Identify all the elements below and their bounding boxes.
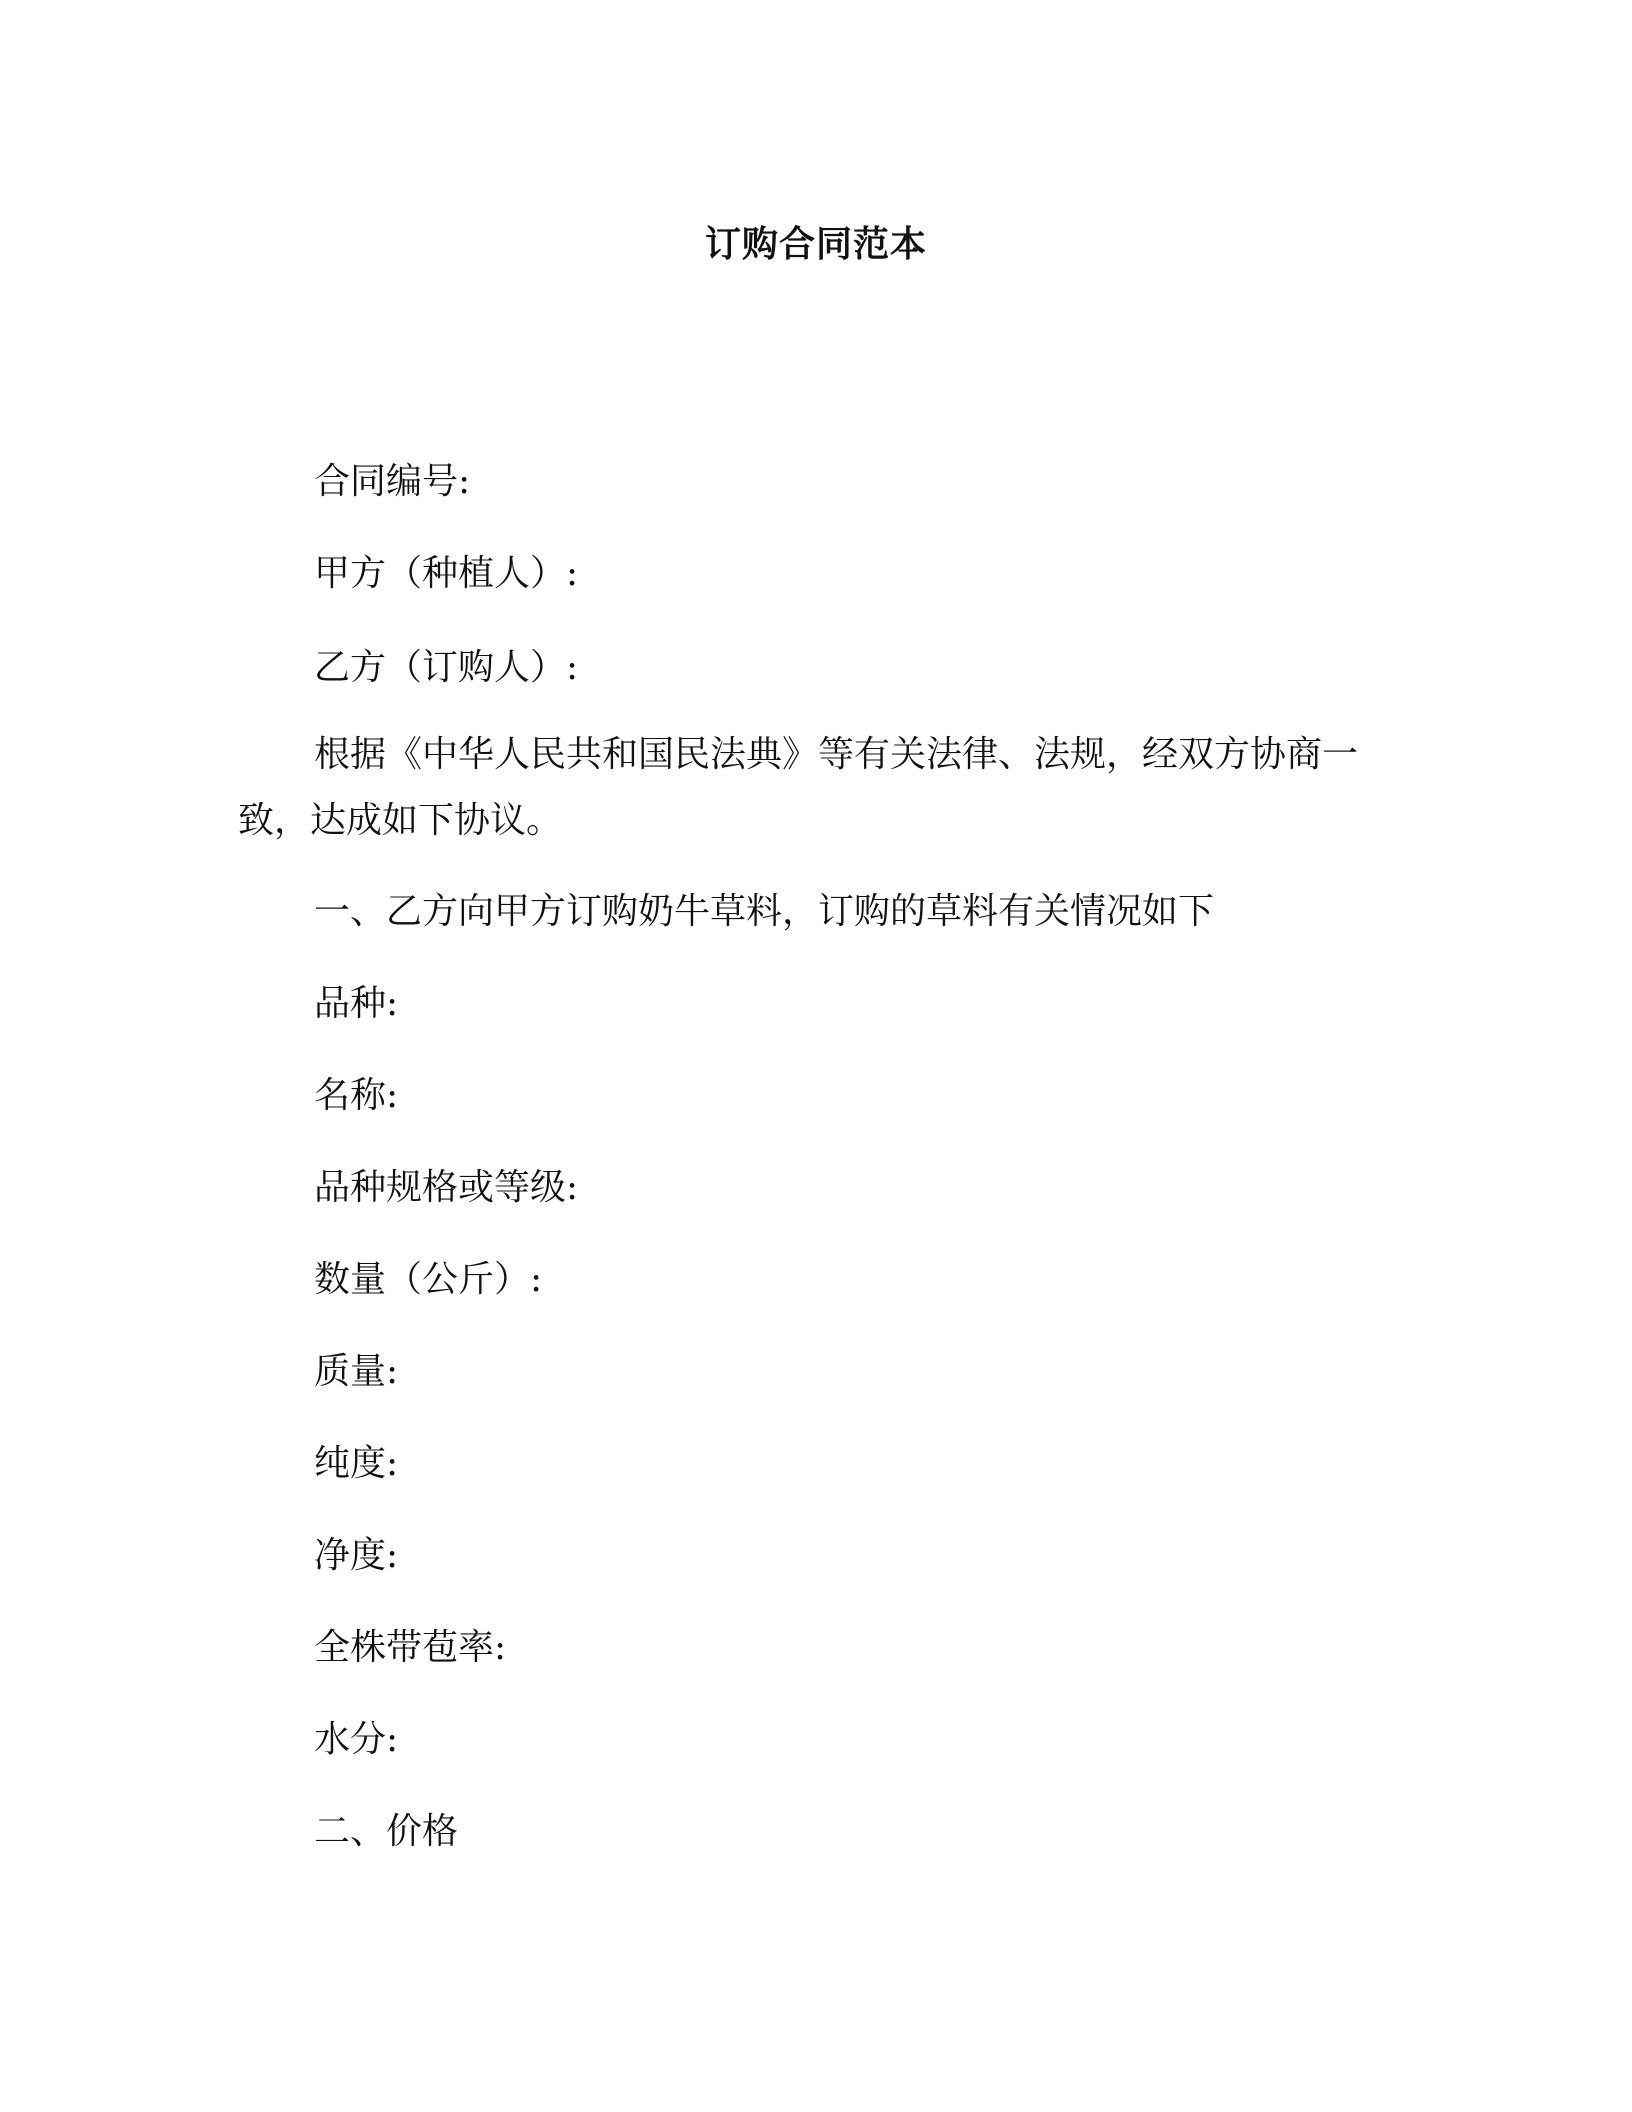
- section-2-heading: 二、价格: [314, 1811, 459, 1852]
- item-cleanliness: 净度:: [314, 1535, 399, 1576]
- party-a-label: 甲方（种植人）:: [314, 553, 579, 594]
- item-name: 名称:: [314, 1075, 399, 1116]
- document-title: 订购合同范本: [704, 223, 927, 265]
- item-spec-grade: 品种规格或等级:: [314, 1167, 579, 1208]
- intro-paragraph: 根据《中华人民共和国民法典》等有关法律、法规，经双方协商一致，达成如下协议。: [238, 734, 1359, 841]
- contract-number-label: 合同编号:: [314, 461, 471, 502]
- item-quantity: 数量（公斤）:: [314, 1259, 543, 1300]
- item-bract-rate: 全株带苞率:: [314, 1627, 507, 1668]
- section-1-heading: 一、乙方向甲方订购奶牛草料，订购的草料有关情况如下: [314, 891, 1215, 932]
- item-quality: 质量:: [314, 1351, 399, 1392]
- item-moisture: 水分:: [314, 1719, 399, 1760]
- item-purity: 纯度:: [314, 1443, 399, 1484]
- item-variety: 品种:: [314, 983, 399, 1024]
- party-b-label: 乙方（订购人）:: [314, 647, 579, 688]
